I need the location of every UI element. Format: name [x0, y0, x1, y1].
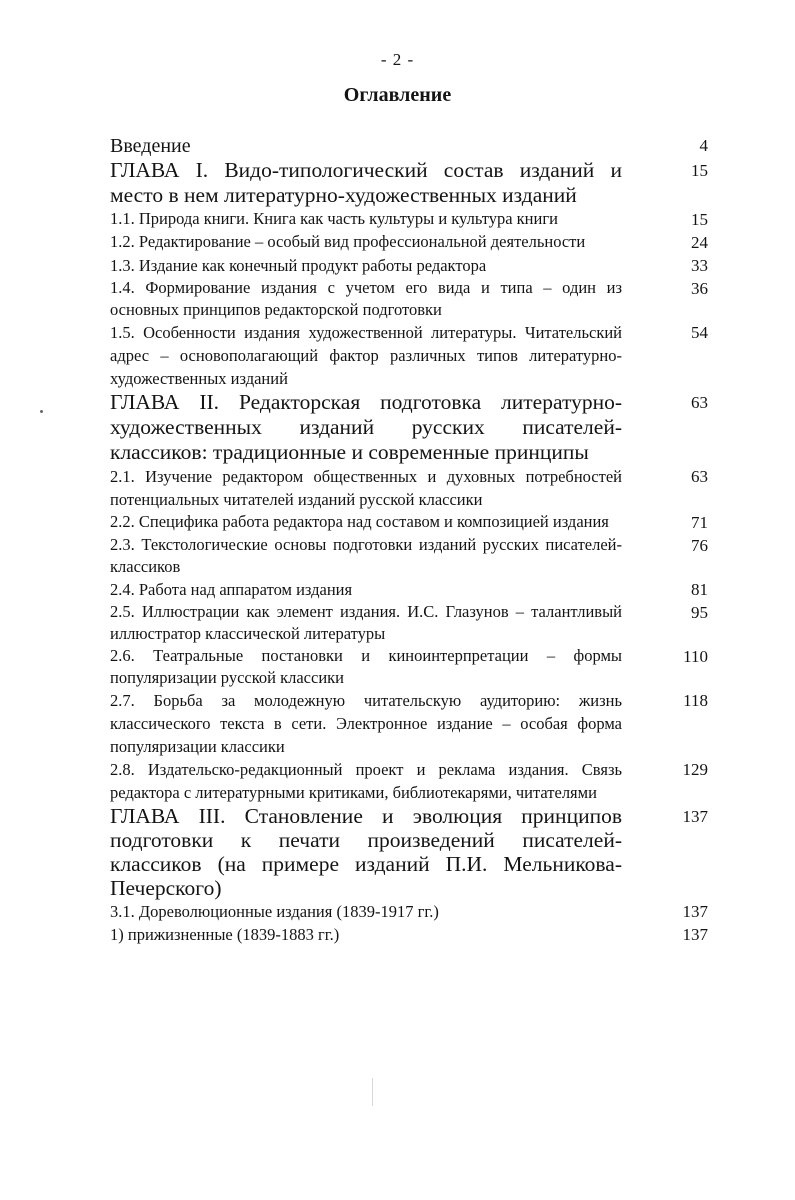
toc-entry-section-1-5[interactable] [110, 321, 710, 390]
toc-entry-page: 110 [683, 647, 708, 666]
toc-entry-page: 4 [699, 136, 708, 155]
toc-entry-section-2-1[interactable] [110, 465, 710, 511]
toc-entry-title: 1) прижизненные (1839-1883 гг.) [110, 925, 340, 944]
toc-entry-title: 2.4. Работа над аппаратом издания [110, 580, 353, 599]
toc-entry-section-1-2[interactable] [110, 231, 710, 254]
toc-entry-title: 2.1. Изучение редактором общественных и духовных потребностей потенциальных читателей изданий русской классики [110, 467, 622, 509]
toc-entry-section-2-3[interactable] [110, 534, 710, 578]
toc-entry-page: 33 [691, 256, 708, 275]
toc-entry-page: 129 [682, 760, 708, 779]
toc-entry-section-2-5[interactable] [110, 601, 710, 645]
toc-entry-title: 2.2. Специфика работа редактора над составом и композицией издания [110, 512, 609, 531]
scan-artifact [372, 1078, 373, 1106]
toc-title: Оглавление [343, 84, 452, 106]
toc-entry-page: 15 [691, 210, 708, 229]
toc-entry-section-1-1[interactable] [110, 208, 710, 231]
toc-entry-introduction[interactable] [110, 134, 710, 158]
toc-entry-page: 54 [691, 323, 708, 342]
toc-entry-page: 95 [691, 603, 708, 622]
toc-entry-page: 137 [682, 902, 708, 921]
toc-entry-title: Введение [110, 135, 191, 157]
toc-entry-page: 36 [691, 279, 708, 298]
toc-entry-page: 118 [683, 691, 708, 710]
toc-entry-page: 137 [682, 807, 708, 826]
toc-entry-section-2-2[interactable] [110, 511, 710, 534]
toc-entry-page: 63 [691, 393, 708, 412]
toc-entry-title: ГЛАВА II. Редакторская подготовка литературно-художественных изданий русских писателей-классиков: традиционные и современные принципы [110, 390, 622, 464]
toc-entry-title: 1.4. Формирование издания с учетом его вида и типа – один из основных принципов редакторской подготовки [110, 278, 622, 319]
toc-entry-chapter-3[interactable] [110, 804, 710, 900]
toc-entry-title: ГЛАВА I. Видо-типологический состав изданий и место в нем литературно-художественных изданий [110, 158, 622, 207]
toc-entry-page: 137 [682, 925, 708, 944]
toc-entry-page: 71 [691, 513, 708, 532]
toc-entry-title: 2.8. Издательско-редакционный проект и реклама издания. Связь редактора с литературными критиками, библиотекарями, читателями [110, 760, 622, 802]
toc-entry-title: ГЛАВА III. Становление и эволюция принципов подготовки к печати произведений писателей-классиков (на примере изданий П.И. Мельникова-Печерского) [110, 804, 622, 900]
toc-entry-title: 2.5. Иллюстрации как элемент издания. И.С. Глазунов – талантливый иллюстратор классической литературы [110, 602, 622, 643]
toc-entry-title: 1.3. Издание как конечный продукт работы редактора [110, 256, 487, 275]
toc-entry-section-2-4[interactable] [110, 578, 710, 601]
toc-entry-section-1-3[interactable] [110, 254, 710, 277]
toc-entry-section-2-6[interactable] [110, 645, 710, 689]
table-of-contents [110, 134, 710, 946]
toc-entry-section-1-4[interactable] [110, 277, 710, 321]
toc-entry-section-2-7[interactable] [110, 689, 710, 758]
scan-speck [40, 410, 43, 413]
toc-entry-page: 63 [691, 467, 708, 486]
toc-entry-title: 1.1. Природа книги. Книга как часть культуры и культура книги [110, 209, 558, 228]
toc-entry-section-2-8[interactable] [110, 758, 710, 804]
toc-entry-page: 81 [691, 580, 708, 599]
toc-entry-subsection-lifetime[interactable] [110, 923, 710, 946]
toc-entry-title: 3.1. Дореволюционные издания (1839-1917 гг.) [110, 902, 439, 921]
toc-entry-page: 15 [691, 161, 708, 180]
toc-entry-page: 76 [691, 536, 708, 555]
toc-entry-title: 2.6. Театральные постановки и киноинтерпретации – формы популяризации русской классики [110, 646, 622, 687]
toc-entry-chapter-2[interactable] [110, 390, 710, 465]
toc-entry-page: 24 [691, 233, 708, 252]
toc-entry-title: 1.5. Особенности издания художественной литературы. Читательский адрес – основополагающий фактор различных типов литературно-художественных изданий [110, 323, 622, 388]
toc-entry-title: 2.3. Текстологические основы подготовки изданий русских писателей-классиков [110, 535, 622, 576]
page-number: - 2 - [380, 50, 415, 69]
toc-entry-chapter-1[interactable] [110, 158, 710, 208]
toc-entry-title: 1.2. Редактирование – особый вид профессиональной деятельности [110, 232, 586, 251]
toc-entry-title: 2.7. Борьба за молодежную читательскую аудиторию: жизнь классического текста в сети. Электронное издание – особая форма популяризации классики [110, 691, 622, 756]
toc-entry-section-3-1[interactable] [110, 900, 710, 923]
